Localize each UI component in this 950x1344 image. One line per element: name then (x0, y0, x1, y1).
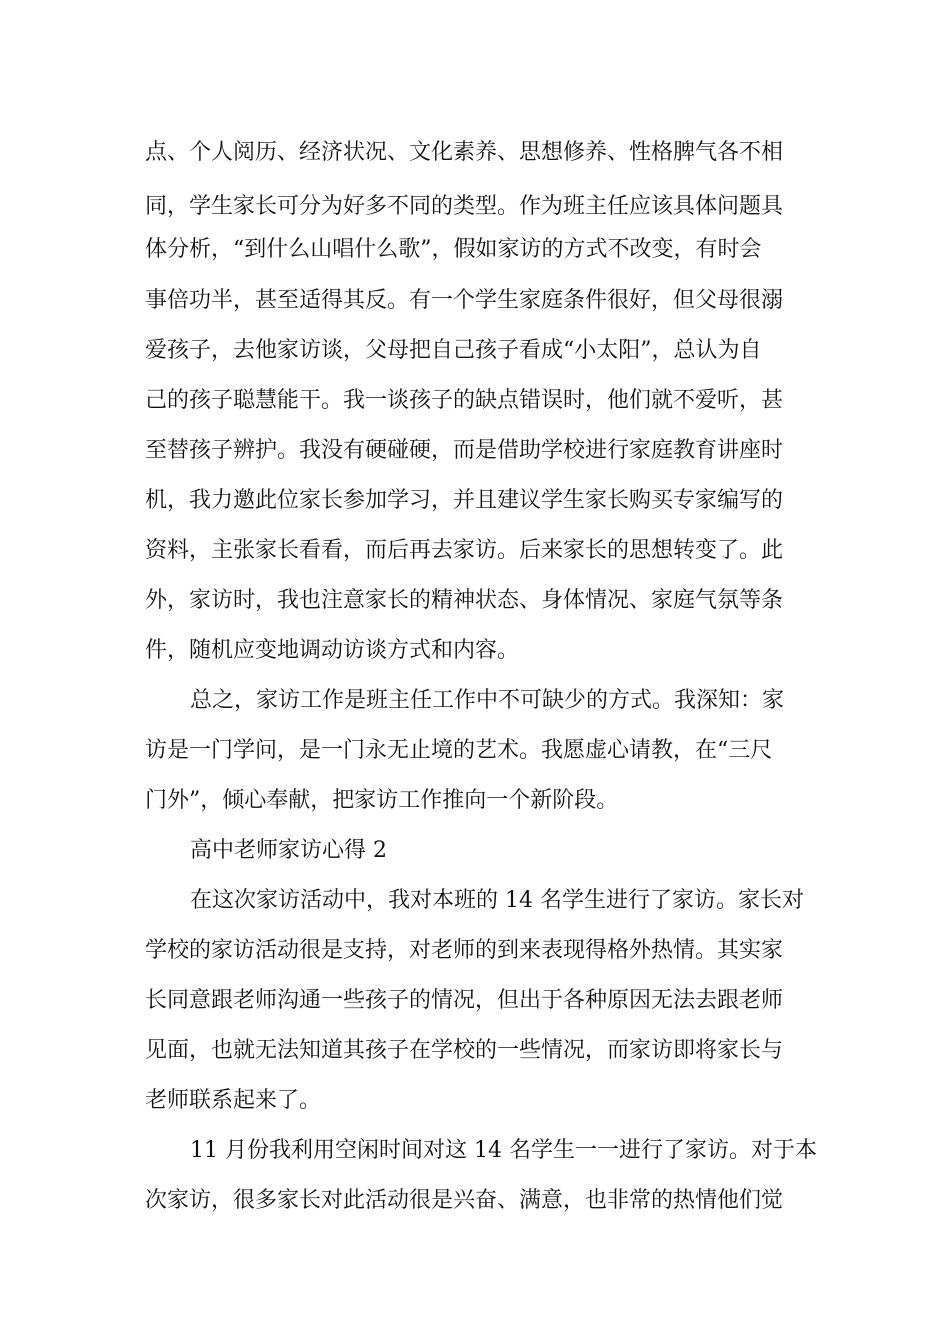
paragraph-line: 次家访，很多家长对此活动很是兴奋、满意，也非常的热情他们觉 (145, 1188, 784, 1213)
paragraph-line: 总之，家访工作是班主任工作中不可缺少的方式。我深知：家 (190, 688, 785, 713)
paragraph-line: 资料，主张家长看看，而后再去家访。后来家长的思想转变了。此 (145, 538, 784, 563)
paragraph-line: 外，家访时，我也注意家长的精神状态、身体情况、家庭气氛等条 (145, 588, 784, 613)
paragraph-line: 学校的家访活动很是支持，对老师的到来表现得格外热情。其实家 (145, 938, 784, 963)
paragraph-line: 体分析，“到什么山唱什么歌”，假如家访的方式不改变，有时会 (145, 237, 762, 262)
paragraph-line: 爱孩子，去他家访谈，父母把自己孩子看成“小太阳”，总认为自 (145, 338, 762, 363)
paragraph-line: 至替孩子辨护。我没有硬碰硬，而是借助学校进行家庭教育讲座时 (145, 438, 784, 463)
paragraph-line: 见面，也就无法知道其孩子在学校的一些情况，而家访即将家长与 (145, 1038, 784, 1063)
paragraph-line: 11 月份我利用空闲时间对这 14 名学生一一进行了家访。对于本 (190, 1138, 817, 1163)
paragraph-line: 访是一门学问，是一门永无止境的艺术。我愿虚心请教，在“三尺 (145, 738, 773, 763)
paragraph-line: 在这次家访活动中，我对本班的 14 名学生进行了家访。家长对 (190, 888, 804, 913)
paragraph-line: 门外”，倾心奉献，把家访工作推向一个新阶段。 (145, 788, 619, 813)
paragraph-line: 机，我力邀此位家长参加学习，并且建议学生家长购买专家编写的 (145, 488, 784, 513)
paragraph-line: 事倍功半，甚至适得其反。有一个学生家庭条件很好，但父母很溺 (145, 288, 784, 313)
paragraph-line: 老师联系起来了。 (145, 1088, 322, 1113)
paragraph-line: 己的孩子聪慧能干。我一谈孩子的缺点错误时，他们就不爱听，甚 (145, 388, 784, 413)
paragraph-line: 同，学生家长可分为好多不同的类型。作为班主任应该具体问题具 (145, 194, 784, 219)
section-heading: 高中老师家访心得 2 (190, 838, 387, 863)
paragraph-line: 点、个人阅历、经济状况、文化素养、思想修养、性格脾气各不相 (145, 140, 784, 165)
paragraph-line: 长同意跟老师沟通一些孩子的情况，但出于各种原因无法去跟老师 (145, 988, 784, 1013)
paragraph-line: 件，随机应变地调动访谈方式和内容。 (145, 638, 520, 663)
